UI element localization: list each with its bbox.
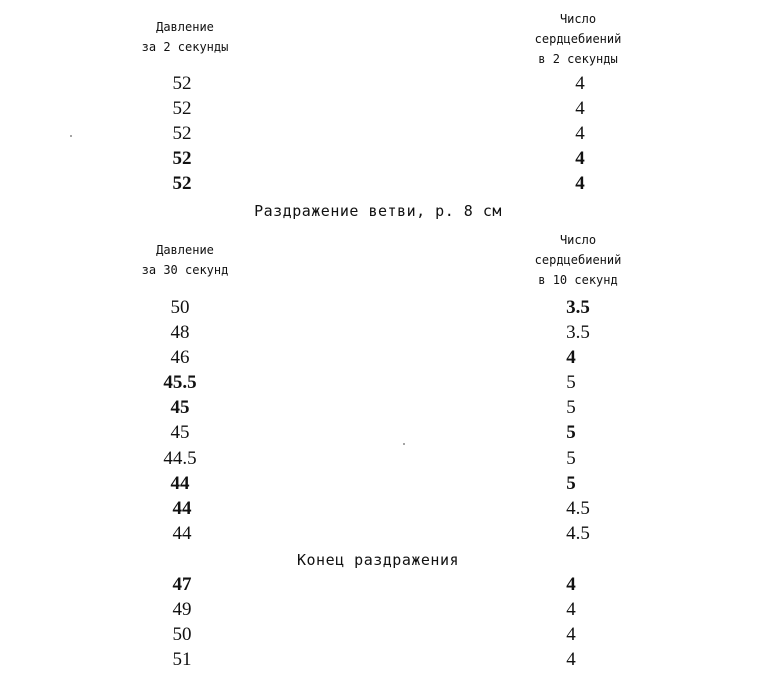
pressure-value: 46 <box>170 347 190 368</box>
block1-header-right <box>493 9 663 69</box>
block1-header-right-line: сердцебиений <box>534 32 622 46</box>
block2-header-right <box>493 230 663 290</box>
block1-header-right-line: Число <box>559 12 597 26</box>
block2-header-left-line: за 30 секунд <box>141 263 229 277</box>
heartbeat-value: 4 <box>566 574 576 595</box>
block1-header-left <box>110 17 260 57</box>
pressure-value: 45.5 <box>163 372 197 393</box>
pressure-value: 44 <box>170 473 190 494</box>
pressure-value: 47 <box>172 574 192 595</box>
heartbeat-value: 3.5 <box>566 297 590 318</box>
pressure-value: 50 <box>170 297 190 318</box>
heartbeat-value: 4 <box>575 123 585 144</box>
pressure-value: 51 <box>172 649 192 670</box>
heartbeat-value: 4 <box>575 98 585 119</box>
pressure-value: 44 <box>172 498 192 519</box>
pressure-value: 44.5 <box>163 448 197 469</box>
block1-header-left-line: Давление <box>156 20 214 34</box>
block2-header-right-line: Число <box>559 233 597 247</box>
block1-header-left-line: за 2 секунды <box>141 40 229 54</box>
heartbeat-value: 4 <box>566 347 576 368</box>
block1-header-right-line: в 2 секунды <box>538 52 618 66</box>
block2-header-right-line: в 10 секунд <box>538 273 618 287</box>
block2-header-left-line: Давление <box>156 243 214 257</box>
pressure-value: 44 <box>172 523 192 544</box>
pressure-value: 49 <box>172 599 192 620</box>
heartbeat-value: 5 <box>566 473 576 494</box>
scan-speck <box>70 135 72 137</box>
heartbeat-value: 4 <box>566 599 576 620</box>
scan-speck <box>403 443 405 445</box>
heartbeat-value: 4 <box>575 173 585 194</box>
pressure-value: 48 <box>170 322 190 343</box>
heartbeat-value: 5 <box>566 422 576 443</box>
heartbeat-value: 4.5 <box>566 523 590 544</box>
pressure-value: 52 <box>172 173 192 194</box>
pressure-value: 52 <box>172 148 192 169</box>
pressure-value: 45 <box>170 397 190 418</box>
pressure-value: 52 <box>172 98 192 119</box>
heartbeat-value: 5 <box>566 372 576 393</box>
heartbeat-value: 3.5 <box>566 322 590 343</box>
pressure-value: 45 <box>170 422 190 443</box>
pressure-value: 50 <box>172 624 192 645</box>
heartbeat-value: 5 <box>566 397 576 418</box>
heartbeat-value: 4 <box>566 649 576 670</box>
heartbeat-value: 4 <box>566 624 576 645</box>
section-title-end-stimulation: Конец раздражения <box>296 551 460 569</box>
block2-header-right-line: сердцебиений <box>534 253 622 267</box>
block2-header-left <box>110 240 260 280</box>
heartbeat-value: 4.5 <box>566 498 590 519</box>
section-title-stimulation: Раздражение ветви, р. 8 см <box>254 202 502 220</box>
heartbeat-value: 4 <box>575 73 585 94</box>
heartbeat-value: 4 <box>575 148 585 169</box>
heartbeat-value: 5 <box>566 448 576 469</box>
pressure-value: 52 <box>172 123 192 144</box>
pressure-value: 52 <box>172 73 192 94</box>
